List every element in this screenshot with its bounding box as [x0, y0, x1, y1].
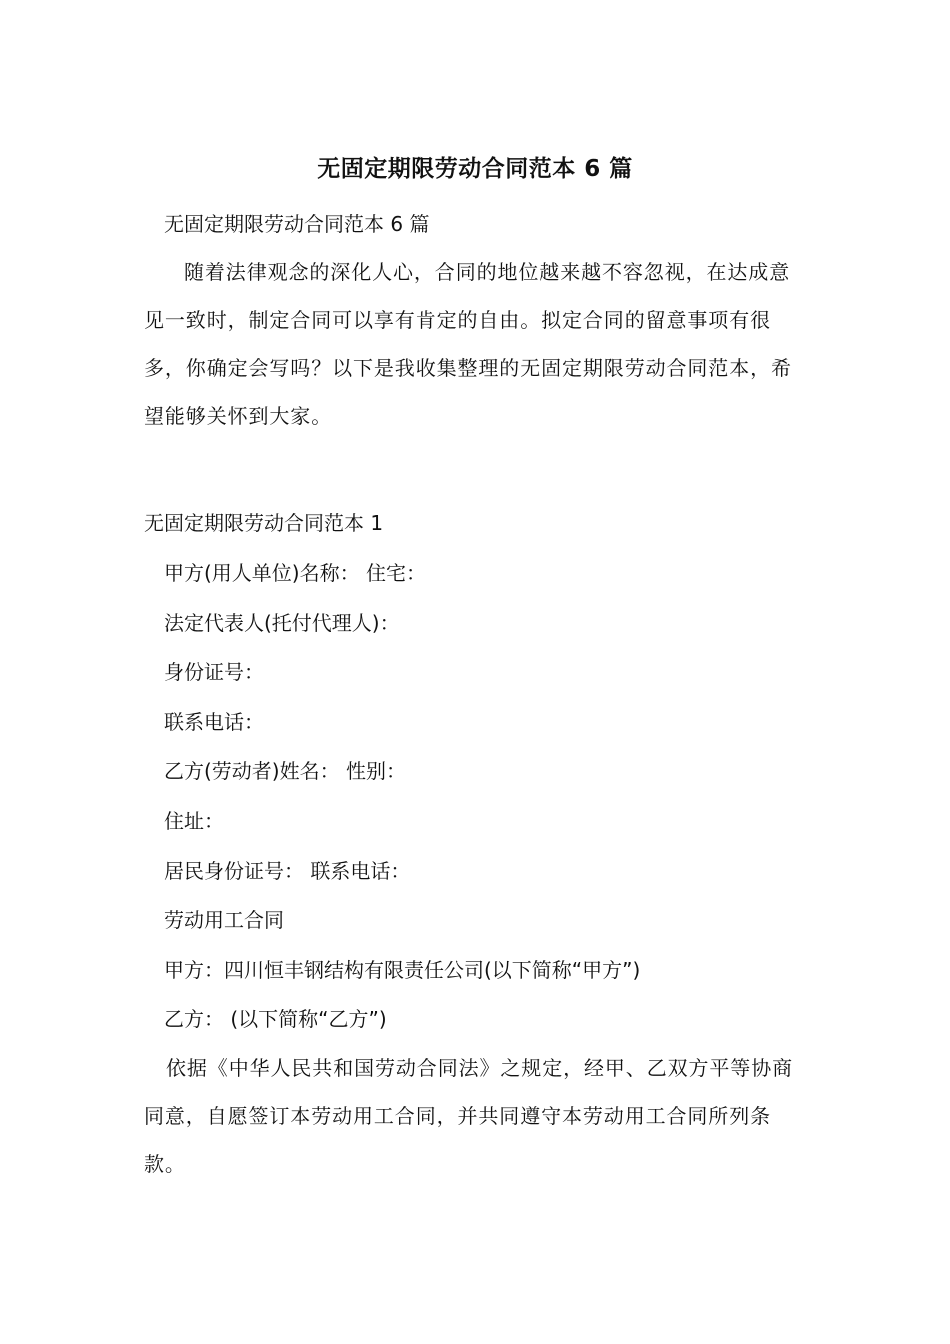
resident-id-field: 居民身份证号： 联系电话： — [164, 859, 411, 883]
address-field: 住址： — [164, 809, 224, 833]
intro-paragraph: 随着法律观念的深化人心，合同的地位越来越不容忽视，在达成意见一致时，制定合同可以享有肯定的自由。拟定合同的留意事项有很多，你确定会写吗？以下是我收集整理的无固定期限劳动合同范本，希望能够关怀到大家。 — [144, 260, 792, 428]
section-heading: 无固定期限劳动合同范本 1 — [144, 511, 384, 535]
id-number-field: 身份证号： — [164, 660, 264, 684]
party-b-name-field: 乙方(劳动者)姓名： 性别： — [164, 759, 406, 783]
phone-field: 联系电话： — [164, 710, 264, 734]
basis-paragraph: 依据《中华人民共和国劳动合同法》之规定，经甲、乙双方平等协商同意，自愿签订本劳动用工合同，并共同遵守本劳动用工合同所列条款。 — [144, 1056, 793, 1176]
document-title: 无固定期限劳动合同范本 6 篇 — [317, 156, 633, 182]
party-a-name-field: 甲方(用人单位)名称： 住宅： — [164, 561, 426, 585]
party-b-short-line: 乙方： (以下简称“乙方”) — [164, 1007, 387, 1031]
contract-label: 劳动用工合同 — [164, 908, 284, 932]
legal-rep-field: 法定代表人(托付代理人)： — [164, 611, 400, 635]
document-subtitle: 无固定期限劳动合同范本 6 篇 — [164, 212, 430, 236]
party-a-company-line: 甲方：四川恒丰钢结构有限责任公司(以下简称“甲方”) — [164, 958, 641, 982]
